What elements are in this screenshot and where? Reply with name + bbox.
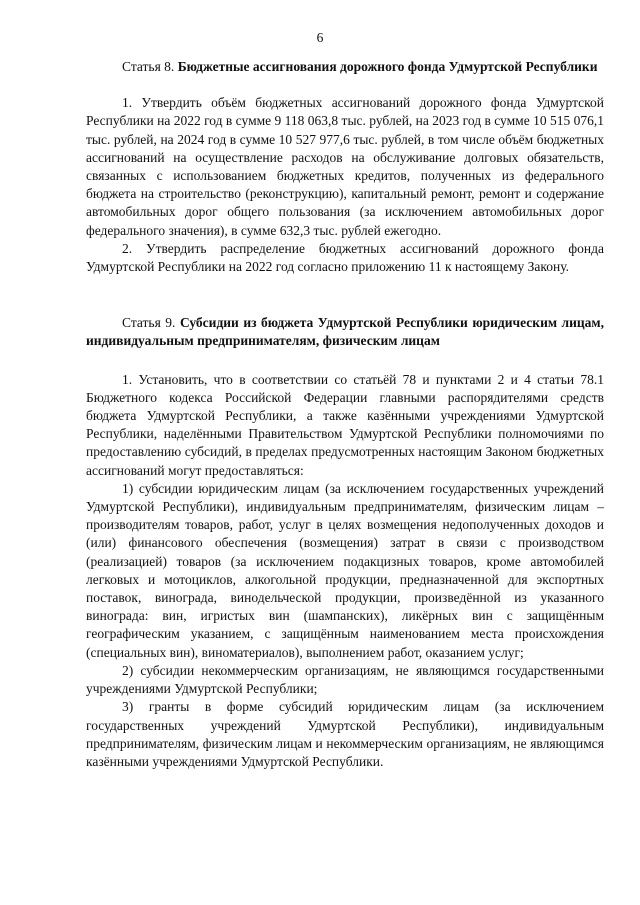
document-body bbox=[86, 58, 604, 771]
article-9-paragraph-1: 1. Установить, что в соответствии со статьёй 78 и пунктами 2 и 4 статьи 78.1 Бюджетного кодекса Российской Федерации главными распорядителями средств бюджета Удмуртской Республики, а также казёнными учреждениями Удмуртской Республики, наделёнными Правительством Удмуртской Республики полномочиями по предоставлению субсидий, в пределах предусмотренных настоящим Законом бюджетных ассигнований могут предоставляться: bbox=[86, 371, 604, 478]
article-9-heading bbox=[86, 314, 604, 350]
article-9-item-1: 1) субсидии юридическим лицам (за исключением государственных учреждений Удмуртской Республики), индивидуальным предпринимателям, физическим лицам – производителям товаров, работ, услуг в целях возмещения недополученных доходов и (или) финансового обеспечения (возмещения) затрат в связи с производством (реализацией) товаров (за исключением подакцизных товаров, кроме автомобилей легковых и мотоциклов, алкогольной продукции, предназначенной для экспортных поставок, винограда, винодельческой продукции, произведённой из указанного винограда: вин, игристых вин (шампанских), ликёрных вин с защищённым географическим указанием, с защищённым наименованием места происхождения (специальных вин), виноматериалов), выполнением работ, оказанием услуг; bbox=[86, 480, 604, 660]
article-9-item-2: 2) субсидии некоммерческим организациям, не являющимся государственными учреждениями Удмуртской Республики; bbox=[86, 662, 604, 697]
article-9-title: Субсидии из бюджета Удмуртской Республики юридическим лицам, индивидуальным предпринимателям, физическим лицам bbox=[86, 315, 604, 349]
article-8-paragraph-2: 2. Утвердить распределение бюджетных ассигнований дорожного фонда Удмуртской Республики на 2022 год согласно приложению 11 к настоящему Закону. bbox=[86, 240, 604, 275]
article-8-heading bbox=[86, 58, 604, 76]
article-8-paragraph-1: 1. Утвердить объём бюджетных ассигнований дорожного фонда Удмуртской Республики на 2022 год в сумме 9 118 063,8 тыс. рублей, на 2023 год в сумме 10 515 076,1 тыс. рублей, на 2024 год в сумме 10 527 977,6 тыс. рублей, в том числе объём бюджетных ассигнований на осуществление расходов на обслуживание долговых обязательств, связанных с использованием бюджетных кредитов, полученных из федерального бюджета на строительство (реконструкцию), капитальный ремонт, ремонт и содержание автомобильных дорог общего пользования (за исключением автомобильных дорог федерального значения), в сумме 632,3 тыс. рублей ежегодно. bbox=[86, 95, 604, 238]
page-number: 6 bbox=[316, 30, 324, 45]
article-9-item-3: 3) гранты в форме субсидий юридическим лицам (за исключением государственных учреждений Удмуртской Республики), индивидуальным предпринимателям, физическим лицам и некоммерческим организациям, не являющимся казёнными учреждениями Удмуртской Республики. bbox=[86, 699, 604, 769]
article-9-label: Статья 9. bbox=[122, 315, 176, 331]
article-8-label: Статья 8. bbox=[122, 59, 175, 74]
article-8-title: Бюджетные ассигнования дорожного фонда Удмуртской Республики bbox=[177, 59, 598, 74]
